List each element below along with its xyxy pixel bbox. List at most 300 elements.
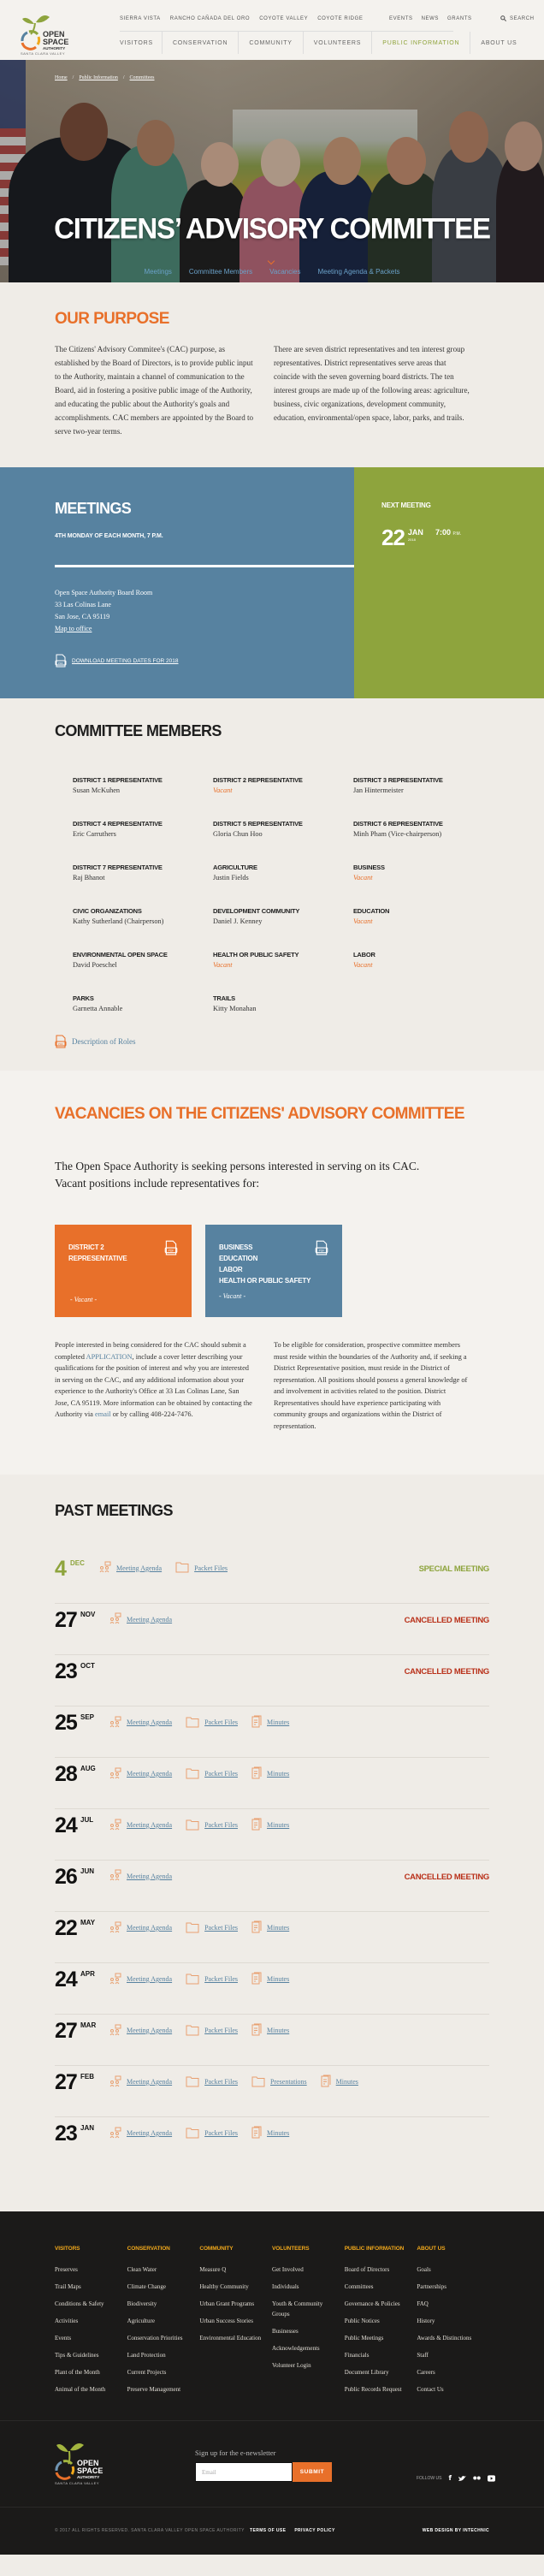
meeting-month: OCT — [80, 1662, 95, 1670]
footer-link[interactable]: Urban Success Stories — [199, 2318, 253, 2324]
past-meeting-row — [55, 1706, 489, 1758]
meeting-agenda-link[interactable] — [109, 1612, 172, 1626]
footer-link[interactable]: Businesses — [272, 2328, 299, 2335]
meeting-agenda-link[interactable] — [109, 2074, 172, 2089]
roles-link-label: Description of Roles — [72, 1037, 136, 1046]
meeting-status-badge: CANCELLED MEETING — [404, 1667, 489, 1677]
site-logo[interactable] — [17, 9, 77, 56]
link-label: Meeting Agenda — [116, 1564, 163, 1572]
nav-coyote-valley[interactable]: COYOTE VALLEY — [259, 16, 309, 21]
meetings-schedule: 4TH MONDAY OF EACH MONTH, 7 P.M. — [55, 533, 163, 539]
member-role: DISTRICT 3 REPRESENTATIVE — [353, 776, 443, 784]
member-entry — [213, 994, 353, 1012]
folder-icon — [186, 1973, 199, 1986]
breadcrumb-separator: / — [72, 75, 74, 80]
footer-column-heading[interactable]: ABOUT US — [417, 2246, 446, 2252]
minutes-link[interactable] — [251, 1818, 289, 1832]
next-meeting-time: 7:00 — [435, 528, 451, 537]
link-label: Meeting Agenda — [127, 1821, 173, 1829]
vacancy-card-line: HEALTH OR PUBLIC SAFETY — [219, 1277, 311, 1285]
vacancy-card-interest-groups[interactable] — [205, 1225, 342, 1317]
nav-grants[interactable]: GRANTS — [447, 16, 472, 21]
link-label: Packet Files — [204, 2078, 238, 2086]
section-anchor-nav — [0, 268, 544, 276]
address-line: San Jose, CA 95119 — [55, 613, 110, 620]
nav-coyote-ridge[interactable]: COYOTE RIDGE — [317, 16, 364, 21]
flickr-icon[interactable] — [473, 2476, 481, 2480]
document-icon — [251, 2126, 262, 2140]
footer-link[interactable]: Volunteer Login — [272, 2362, 311, 2369]
member-vacant: Vacant — [213, 961, 233, 969]
minutes-link[interactable] — [321, 2074, 358, 2089]
privacy-policy-link[interactable]: PRIVACY POLICY — [294, 2528, 335, 2533]
footer-link[interactable]: Tips & Guidelines — [55, 2352, 99, 2359]
search-label: SEARCH — [510, 15, 535, 21]
member-entry — [213, 951, 353, 969]
member-name: Kathy Sutherland (Chairperson) — [73, 917, 164, 925]
meetings-section — [0, 467, 544, 698]
vacancy-card-line: LABOR — [219, 1266, 243, 1273]
purpose-heading: OUR PURPOSE — [55, 310, 169, 328]
meeting-day: 24 — [55, 1968, 77, 1991]
agenda-people-icon — [109, 2127, 121, 2140]
minutes-link[interactable] — [251, 1972, 289, 1986]
meeting-agenda-link[interactable] — [109, 1869, 172, 1883]
member-name: Raj Bhanot — [73, 874, 105, 881]
member-role: ENVIRONMENTAL OPEN SPACE — [73, 951, 168, 959]
meeting-month: AUG — [80, 1765, 96, 1772]
nav-news[interactable]: NEWS — [421, 16, 440, 21]
meeting-day: 23 — [55, 2122, 77, 2146]
svg-text:AUTHORITY: AUTHORITY — [77, 2475, 100, 2479]
footer-link[interactable]: Public Notices — [344, 2318, 380, 2324]
link-label: Minutes — [267, 2129, 290, 2137]
site-header — [0, 0, 544, 60]
member-entry — [73, 907, 213, 925]
link-label: Meeting Agenda — [127, 2078, 173, 2086]
map-to-office-link[interactable]: Map to office — [55, 625, 92, 632]
folder-icon — [186, 2075, 199, 2089]
meeting-month: MAR — [80, 2021, 97, 2029]
packet-files-link[interactable] — [186, 1715, 238, 1730]
footer-link[interactable]: Goals — [417, 2266, 431, 2273]
meeting-day: 22 — [55, 1916, 77, 1940]
meetings-info-panel — [0, 467, 354, 698]
meeting-status-badge: CANCELLED MEETING — [404, 1616, 489, 1625]
breadcrumb-separator: / — [122, 75, 125, 80]
member-entry — [353, 864, 494, 881]
past-meeting-row — [55, 2066, 489, 2117]
address-line: Open Space Authority Board Room — [55, 589, 153, 597]
footer-logo[interactable] — [55, 2438, 115, 2495]
agenda-people-icon — [109, 1819, 121, 1832]
footer-link[interactable]: Measure Q — [199, 2266, 227, 2273]
nav-public-information[interactable]: PUBLIC INFORMATION — [372, 32, 470, 54]
download-meeting-dates-link[interactable] — [55, 654, 178, 668]
member-entry — [73, 864, 213, 881]
agenda-people-icon — [109, 2024, 121, 2038]
newsletter-label: Sign up for the e-newsletter — [195, 2448, 276, 2457]
footer-link[interactable]: History — [417, 2318, 435, 2324]
meeting-month: SEP — [80, 1713, 95, 1721]
utility-nav — [389, 16, 472, 21]
member-name: Jan Hintermeister — [353, 786, 404, 794]
packet-files-link[interactable] — [186, 1766, 238, 1781]
application-instructions — [55, 1339, 255, 1432]
agenda-people-icon — [109, 1716, 121, 1730]
vacancy-card-line: EDUCATION — [219, 1255, 258, 1262]
vacancies-section — [0, 1071, 544, 1475]
member-role: DISTRICT 2 REPRESENTATIVE — [213, 776, 303, 784]
nav-volunteers[interactable]: VOLUNTEERS — [304, 32, 372, 54]
member-name: Justin Fields — [213, 874, 249, 881]
member-name: Gloria Chun Hoo — [213, 830, 263, 838]
eligibility-text: To be eligible for consideration, prospective committee members must reside within the boundaries of the Authority and, if seeking a District Representative position, must reside in the District of representation. All positions should possess a general knowledge of and involvement in activities related to the position. District Representatives should have experience participating with community groups and organizations within the District of representation. — [274, 1341, 468, 1430]
footer-link[interactable]: Biodiversity — [127, 2300, 157, 2307]
packet-files-link[interactable] — [186, 2023, 238, 2038]
footer-link[interactable]: Public Records Request — [344, 2386, 402, 2393]
search-button[interactable] — [500, 15, 535, 21]
next-meeting-year: 2018 — [407, 537, 416, 542]
meeting-month: JUL — [80, 1816, 94, 1824]
meeting-day: 24 — [55, 1813, 77, 1837]
packet-files-link[interactable] — [186, 2126, 238, 2140]
footer-link[interactable]: Trail Maps — [55, 2283, 81, 2290]
document-icon — [251, 1715, 262, 1730]
member-entry — [353, 951, 494, 969]
anchor-meetings[interactable]: Meetings — [144, 268, 172, 276]
meeting-month: MAY — [80, 1919, 96, 1926]
footer-link[interactable]: Board of Directors — [344, 2266, 390, 2273]
twitter-icon[interactable] — [458, 2475, 466, 2482]
agenda-people-icon — [109, 1767, 121, 1781]
svg-text:PDF: PDF — [318, 1249, 325, 1253]
svg-text:SANTA CLARA VALLEY: SANTA CLARA VALLEY — [55, 2481, 99, 2485]
nav-visitors[interactable]: VISITORS — [120, 32, 163, 54]
document-icon — [251, 1818, 262, 1832]
member-vacant: Vacant — [213, 786, 233, 794]
meetings-divider — [55, 565, 354, 567]
link-label: Minutes — [335, 2078, 358, 2086]
folder-icon — [186, 1819, 199, 1832]
nav-events[interactable]: EVENTS — [389, 16, 413, 21]
folder-icon — [251, 2075, 265, 2089]
footer-column-heading[interactable]: COMMUNITY — [199, 2246, 234, 2252]
footer-link[interactable]: Document Library — [344, 2369, 389, 2376]
meetings-heading: MEETINGS — [55, 500, 132, 517]
footer-link[interactable]: Individuals — [272, 2283, 299, 2290]
footer-link[interactable]: Governance & Policies — [344, 2300, 400, 2307]
meeting-agenda-link[interactable] — [109, 1972, 172, 1986]
footer-column-heading[interactable]: VISITORS — [55, 2246, 80, 2252]
link-label: Minutes — [267, 2027, 290, 2034]
text: , include a cover letter describing your qualifications for the position of interest and why you are interested in serving on the CAC, and any additional information about your experience to the Authority's Office at 33 Las Colinas Lane, San Jose, CA 95119. More information can be obtained by contacting the Authority via — [55, 1352, 252, 1418]
member-role: DISTRICT 5 REPRESENTATIVE — [213, 820, 303, 828]
member-role: DISTRICT 4 REPRESENTATIVE — [73, 820, 163, 828]
member-entry — [73, 994, 213, 1012]
footer-link[interactable]: Plant of the Month — [55, 2369, 100, 2376]
next-meeting-day: 22 — [381, 525, 405, 550]
svg-text:OPEN: OPEN — [77, 2459, 99, 2467]
footer-link[interactable]: Youth & Community Groups — [272, 2300, 323, 2318]
meeting-agenda-link[interactable] — [109, 1766, 172, 1781]
footer-link[interactable]: Agriculture — [127, 2318, 155, 2324]
footer-signup-bar — [0, 2420, 544, 2508]
document-icon — [251, 1972, 262, 1986]
packet-files-link[interactable] — [186, 1972, 238, 1986]
agenda-people-icon — [109, 1921, 121, 1935]
site-footer — [0, 2211, 544, 2555]
footer-link[interactable]: Environmental Education — [199, 2335, 262, 2342]
application-link[interactable]: APPLICATION — [86, 1352, 133, 1361]
link-label: Packet Files — [204, 2027, 238, 2034]
footer-link[interactable]: Healthy Community — [199, 2283, 249, 2290]
link-label: Meeting Agenda — [127, 1975, 173, 1983]
past-meeting-row — [55, 1809, 489, 1861]
committee-members-section — [0, 698, 544, 1071]
footer-link[interactable]: Staff — [417, 2352, 429, 2359]
link-label: Packet Files — [204, 1770, 238, 1778]
footer-link[interactable]: Committees — [344, 2283, 374, 2290]
link-label: Meeting Agenda — [127, 1872, 173, 1880]
footer-link[interactable]: FAQ — [417, 2300, 429, 2307]
nav-sierra-vista[interactable]: SIERRA VISTA — [120, 16, 161, 21]
agenda-people-icon — [109, 1973, 121, 1986]
member-name: Garnetta Annable — [73, 1005, 123, 1012]
past-meeting-row — [55, 2015, 489, 2066]
folder-icon — [175, 1561, 189, 1575]
footer-link[interactable]: Get Involved — [272, 2266, 304, 2273]
meeting-status-badge: CANCELLED MEETING — [404, 1873, 489, 1882]
footer-column — [417, 2246, 489, 2401]
past-meetings-heading: PAST MEETINGS — [55, 1502, 173, 1519]
anchor-meeting-agenda-packets[interactable]: Meeting Agenda & Packets — [317, 268, 400, 276]
anchor-vacancies[interactable]: Vacancies — [269, 268, 301, 276]
web-design-credit[interactable]: WEB DESIGN BY INTECHNIC — [422, 2528, 489, 2533]
meeting-day: 26 — [55, 1865, 77, 1889]
link-label: Meeting Agenda — [127, 2129, 173, 2137]
nav-community[interactable]: COMMUNITY — [239, 32, 303, 54]
member-name: Daniel J. Kenney — [213, 917, 263, 925]
member-role: AGRICULTURE — [213, 864, 257, 871]
footer-link[interactable]: Financials — [344, 2352, 370, 2359]
svg-text:SANTA CLARA VALLEY: SANTA CLARA VALLEY — [21, 51, 65, 56]
presentations-link[interactable] — [251, 2074, 307, 2089]
meeting-agenda-link[interactable] — [109, 1920, 172, 1935]
meeting-day: 23 — [55, 1659, 77, 1683]
footer-link[interactable]: Conservation Priorities — [127, 2335, 183, 2342]
pdf-icon — [164, 1240, 178, 1255]
member-entry — [353, 907, 494, 925]
footer-link[interactable]: Awards & Distinctions — [417, 2335, 472, 2342]
social-links — [417, 2474, 495, 2482]
footer-column-heading[interactable]: PUBLIC INFORMATION — [344, 2246, 405, 2252]
minutes-link[interactable] — [251, 1715, 289, 1730]
footer-link[interactable]: Urban Grant Programs — [199, 2300, 255, 2307]
next-meeting-label: NEXT MEETING — [381, 502, 431, 509]
meeting-agenda-link[interactable] — [109, 2126, 172, 2140]
next-meeting-date — [381, 525, 544, 550]
text: People interested in being considered for the CAC should submit a completed — [55, 1341, 246, 1361]
past-meeting-row — [55, 1963, 489, 2015]
meeting-address — [55, 587, 152, 635]
footer-link[interactable]: Clean Water — [127, 2266, 157, 2273]
vacancy-card-line: REPRESENTATIVE — [68, 1255, 127, 1262]
youtube-icon[interactable] — [488, 2475, 495, 2482]
footer-nav — [0, 2211, 544, 2420]
member-vacant: Vacant — [353, 961, 373, 969]
meeting-month: APR — [80, 1970, 95, 1978]
footer-column — [345, 2246, 417, 2401]
pdf-icon — [55, 1035, 67, 1048]
minutes-link[interactable] — [251, 1920, 289, 1935]
logo-sprout-icon — [17, 9, 77, 56]
agenda-people-icon — [109, 1869, 121, 1883]
next-meeting-ampm: P.M. — [452, 531, 462, 537]
minutes-link[interactable] — [251, 2023, 289, 2038]
minutes-link[interactable] — [251, 2126, 289, 2140]
footer-column-heading[interactable]: CONSERVATION — [127, 2246, 170, 2252]
footer-link[interactable]: Land Protection — [127, 2352, 166, 2359]
nav-conservation[interactable]: CONSERVATION — [163, 32, 239, 54]
link-label: Minutes — [267, 1770, 290, 1778]
nav-about-us[interactable]: ABOUT US — [481, 40, 517, 46]
footer-link[interactable]: Events — [55, 2335, 72, 2342]
link-label: Meeting Agenda — [127, 1615, 173, 1623]
vacancy-card-district-2[interactable] — [55, 1225, 192, 1317]
packet-files-link[interactable] — [186, 2074, 238, 2089]
meeting-month: JUN — [80, 1867, 95, 1875]
svg-text:SPACE: SPACE — [43, 38, 69, 46]
footer-link[interactable]: Partnerships — [417, 2283, 446, 2290]
description-of-roles-link[interactable] — [55, 1035, 489, 1048]
member-entry — [213, 820, 353, 838]
member-role: PARKS — [73, 994, 94, 1002]
footer-column — [272, 2246, 345, 2401]
folder-icon — [186, 1716, 199, 1730]
link-label: Packet Files — [204, 1975, 238, 1983]
link-label: Packet Files — [204, 1924, 238, 1932]
footer-link[interactable]: Preserves — [55, 2266, 78, 2273]
footer-link[interactable]: Acknowledgements — [272, 2345, 320, 2352]
anchor-committee-members[interactable]: Committee Members — [188, 268, 253, 276]
facebook-icon[interactable]: f — [448, 2474, 452, 2482]
svg-text:SPACE: SPACE — [77, 2466, 103, 2475]
copyright: © 2017 ALL RIGHTS RESERVED. SANTA CLARA VALLEY OPEN SPACE AUTHORITY — [55, 2528, 245, 2533]
footer-link[interactable]: Careers — [417, 2369, 435, 2376]
agenda-people-icon — [109, 2075, 121, 2089]
vacancy-status: - Vacant - — [219, 1292, 246, 1300]
breadcrumb-public-information[interactable]: Public Information — [79, 75, 118, 80]
footer-column — [127, 2246, 200, 2401]
logo-sprout-icon — [55, 2438, 115, 2491]
meeting-month: NOV — [80, 1611, 96, 1618]
meeting-month: JAN — [80, 2124, 95, 2132]
next-meeting-panel — [354, 467, 544, 698]
member-vacant: Vacant — [353, 874, 373, 881]
email-link[interactable]: email — [95, 1410, 111, 1418]
link-label: Minutes — [267, 1924, 290, 1932]
link-label: Meeting Agenda — [127, 1770, 173, 1778]
footer-link[interactable]: Animal of the Month — [55, 2386, 106, 2393]
link-label: Packet Files — [194, 1564, 228, 1572]
packet-files-link[interactable] — [186, 1818, 238, 1832]
terms-of-use-link[interactable]: TERMS OF USE — [250, 2528, 287, 2533]
svg-text:AUTHORITY: AUTHORITY — [43, 46, 66, 50]
past-meeting-row — [55, 1912, 489, 1963]
link-label: Meeting Agenda — [127, 1924, 173, 1932]
past-meeting-row — [55, 1655, 489, 1706]
past-meeting-row — [55, 1604, 489, 1655]
vacancy-status: - Vacant - — [70, 1296, 98, 1303]
packet-files-link[interactable] — [175, 1561, 228, 1575]
vacancies-intro: The Open Space Authority is seeking persons interested in serving on its CAC. Vacant positions include representatives for: — [55, 1160, 420, 1190]
breadcrumb-home[interactable]: Home — [55, 75, 68, 80]
member-vacant: Vacant — [353, 917, 373, 925]
member-entry — [213, 907, 353, 925]
footer-link[interactable]: Climate Change — [127, 2283, 166, 2290]
meeting-agenda-link[interactable] — [99, 1561, 162, 1575]
past-meeting-row — [55, 1552, 489, 1604]
member-entry — [73, 776, 213, 794]
breadcrumb — [55, 75, 155, 80]
footer-link[interactable]: Conditions & Safety — [55, 2300, 104, 2307]
member-name: David Poeschel — [73, 961, 117, 969]
member-role: TRAILS — [213, 994, 235, 1002]
next-meeting-month: JAN — [407, 528, 423, 537]
footer-link[interactable]: Current Projects — [127, 2369, 167, 2376]
email-input[interactable]: Email — [195, 2462, 293, 2482]
link-label: Packet Files — [204, 1718, 238, 1726]
member-role: HEALTH OR PUBLIC SAFETY — [213, 951, 299, 959]
meeting-status-badge: SPECIAL MEETING — [418, 1564, 489, 1574]
folder-icon — [186, 2127, 199, 2140]
vacancy-card-line: DISTRICT 2 — [68, 1243, 104, 1251]
submit-button[interactable]: SUBMIT — [293, 2462, 332, 2482]
follow-us-label: FOLLOW US — [417, 2475, 442, 2481]
nav-rancho-canada[interactable]: RANCHO CAÑADA DEL ORO — [169, 16, 251, 21]
main-nav — [120, 32, 517, 54]
past-meetings-section — [0, 1475, 544, 2211]
member-role: LABOR — [353, 951, 375, 959]
footer-link[interactable]: Preserve Management — [127, 2386, 181, 2393]
link-label: Minutes — [267, 1718, 290, 1726]
member-role: DISTRICT 1 REPRESENTATIVE — [73, 776, 163, 784]
member-role: BUSINESS — [353, 864, 385, 871]
member-role: EDUCATION — [353, 907, 390, 915]
meeting-month: FEB — [80, 2073, 94, 2080]
packet-files-link[interactable] — [186, 1920, 238, 1935]
meeting-day: 27 — [55, 2019, 77, 2043]
breadcrumb-committees[interactable]: Committees — [129, 75, 155, 80]
minutes-link[interactable] — [251, 1766, 289, 1781]
meeting-agenda-link[interactable] — [109, 1818, 172, 1832]
footer-link[interactable]: Contact Us — [417, 2386, 444, 2393]
meeting-day: 28 — [55, 1762, 77, 1786]
footer-link[interactable]: Public Meetings — [344, 2335, 384, 2342]
meeting-agenda-link[interactable] — [109, 1715, 172, 1730]
hero-overlay — [0, 60, 544, 282]
footer-column-heading[interactable]: VOLUNTEERS — [272, 2246, 310, 2252]
pdf-icon — [55, 654, 67, 668]
footer-link[interactable]: Activities — [55, 2318, 79, 2324]
agenda-people-icon — [99, 1561, 111, 1575]
document-icon — [251, 1920, 262, 1935]
meeting-day: 27 — [55, 2070, 77, 2094]
purpose-text-1: The Citizens' Advisory Commitee's (CAC) purpose, as established by the Board of Directors, is to provide public input to the Authority, maintain a channel of communication to the Board, aid in fostering a positive public image of the Authority, and educating the public about the Authority's goals and accomplishments. CAC members are appointed by the Board to serve two-year terms. — [55, 345, 254, 436]
link-label: Presentations — [270, 2078, 307, 2086]
meeting-agenda-link[interactable] — [109, 2023, 172, 2038]
